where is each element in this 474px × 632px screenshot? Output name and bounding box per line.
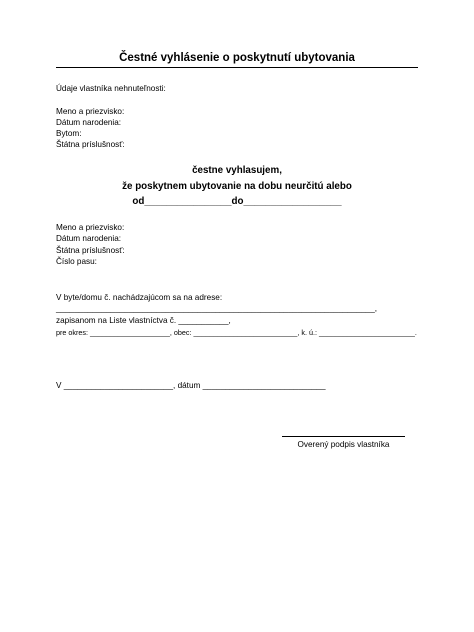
guest-name-label: Meno a priezvisko: [56, 223, 125, 232]
signature-label: Overený podpis vlastníka [297, 440, 390, 449]
owner-birthdate-label: Dátum narodenia: [56, 118, 122, 127]
declaration-line-2: že poskytnem ubytovanie na dobu neurčitú alebo [122, 181, 352, 192]
district-line: pre okres: ____________________, obec: __________________________, k. ú.: ________________________. [56, 328, 417, 337]
guest-birthdate-label: Dátum narodenia: [56, 234, 122, 243]
declaration-line-1: čestne vyhlasujem, [192, 165, 282, 176]
land-register-line: zapisanom na Liste vlastníctva č. ___________, [56, 316, 231, 325]
address-line-2: ______________________________________________________________________, [56, 304, 378, 313]
owner-name-label: Meno a priezvisko: [56, 107, 125, 116]
document-title: Čestné vyhlásenie o poskytnutí ubytovania [56, 52, 418, 68]
address-line-1: V byte/domu č. nachádzajúcom sa na adrese: [56, 293, 223, 302]
declaration-line-3: od________________do__________________ [132, 196, 342, 207]
place-date-line: V ________________________, dátum ___________________________ [56, 381, 326, 390]
owner-residence-label: Bytom: [56, 129, 82, 138]
guest-nationality-label: Štátna príslušnosť: [56, 246, 125, 255]
owner-section-heading: Údaje vlastníka nehnuteľnosti: [56, 84, 166, 93]
owner-nationality-label: Štátna príslušnosť: [56, 140, 125, 149]
signature-line [282, 436, 405, 437]
guest-passport-label: Číslo pasu: [56, 257, 97, 266]
